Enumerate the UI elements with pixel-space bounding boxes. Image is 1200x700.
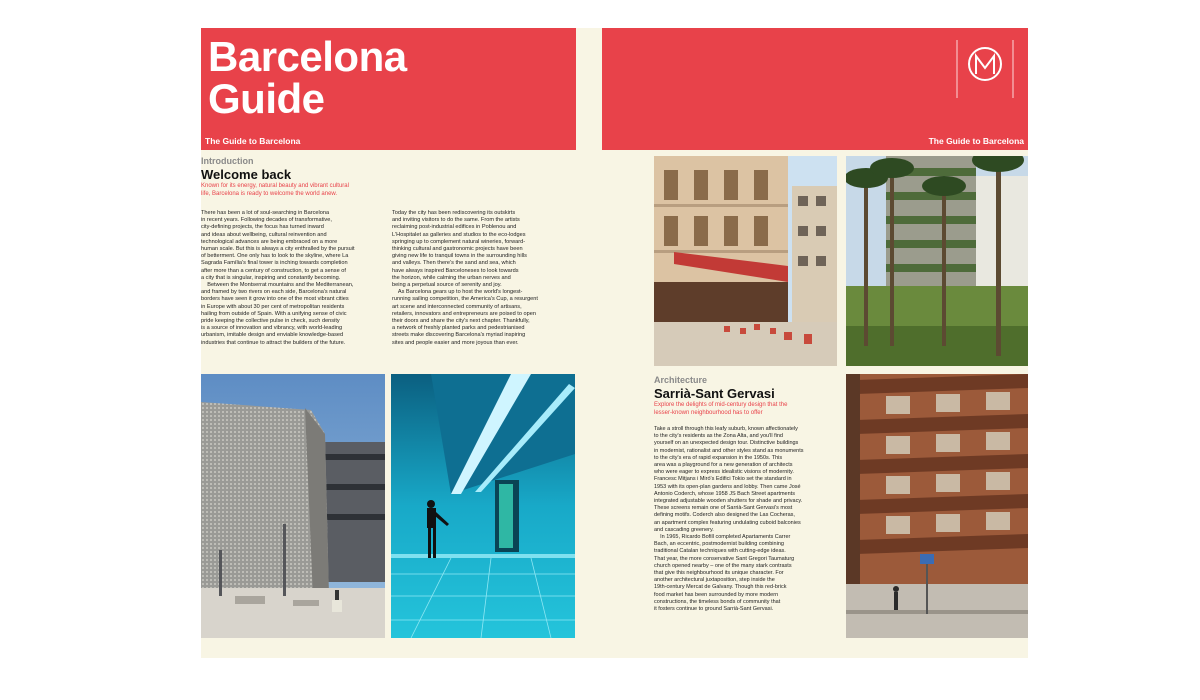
body-line: being a perpetual source of serenity and joy.	[392, 282, 502, 289]
body-line: it fosters continue to ground Sarrià-Sant Gervasi.	[654, 606, 774, 613]
body-line: to the city's residents as the Zona Alta, and you'll find	[654, 433, 783, 440]
body-line: art scene and interconnected community of artisans,	[392, 303, 522, 310]
body-line: L'Hospitalet as galleries and studios to the eco-lodges	[392, 231, 526, 238]
body-line: yourself on an unexpected design tour. Distinctive buildings	[654, 440, 799, 447]
photo-palm-garden	[846, 156, 1028, 366]
photo-cyan-tunnel	[391, 374, 575, 638]
body-line: Francesc Mitjans i Miró's Edifici Tokio set the standard in	[654, 476, 792, 483]
architecture-standfirst	[654, 401, 787, 417]
title-line-2: Guide	[208, 75, 325, 122]
body-line: 19th-century Mercat de Galvany. Though this red-brick	[654, 584, 787, 591]
body-line: There has been a lot of soul-searching in Barcelona	[201, 210, 330, 216]
header-banner-left	[201, 28, 576, 150]
architecture-standfirst-line: lesser-known neighbourhood has to offer	[654, 410, 763, 416]
title-line-1: Barcelona	[208, 33, 407, 80]
body-line: in modernist, rationalist and other styles stand as monuments	[654, 447, 804, 454]
body-line: Bach, an eccentric, postmodernist building combining	[654, 541, 784, 548]
body-line: and cascading greenery.	[654, 526, 714, 533]
body-line: that give this neighbourhood its unique character. For	[654, 570, 784, 577]
body-line: and valleys. Then there's the sand and sea, which	[392, 260, 516, 267]
body-line: an apartment complex featuring undulating cuboid balconies	[654, 519, 801, 526]
body-line: Antonio Coderch, whose 1958 JS Bach Street apartments	[654, 490, 795, 497]
body-line: defining motifs. Coderch also designed the Las Cocheras,	[654, 512, 795, 519]
running-head-left: The Guide to Barcelona	[205, 136, 301, 146]
body-line: Sagrada Família's final tower is inching towards completion	[201, 260, 348, 267]
body-line: urbanism, imitable design and enviable knowledge-based	[201, 332, 344, 339]
body-line: In 1965, Ricardo Bofill completed Apartaments Carrer	[654, 534, 791, 541]
body-line: and ideas about wellbeing, cultural reinvention and	[201, 231, 327, 238]
body-line: a city that is singular, inspiring and constantly becoming.	[201, 274, 341, 281]
intro-standfirst	[201, 182, 349, 198]
body-line: 1953 with its open-plan gardens and lobby. Then came José	[654, 483, 801, 490]
running-head-right: The Guide to Barcelona	[928, 136, 1024, 146]
body-line: giving new life to tranquil towns in the surrounding hills	[392, 253, 527, 260]
body-line: pride keeping the collective pulse in check, such density	[201, 318, 340, 325]
body-line: sites and people easier and more joyous than ever.	[392, 339, 519, 346]
magazine-spread	[201, 28, 1028, 658]
body-line: thinking cultural and gastronomic projects have been	[392, 246, 523, 253]
body-line: have always inspired Barceloneses to look towards	[392, 267, 519, 274]
body-line: That year, the more conservative Sant Gregori Taumaturg	[654, 555, 795, 562]
body-line: reclaiming post-industrial edifices in Poblenou and	[392, 224, 517, 231]
body-line: These screens remain one of Sarrià-Sant Gervasi's most	[654, 505, 793, 512]
body-line: and inviting visitors to do the same. From the artists	[392, 217, 520, 224]
body-line: springing up to complement natural wineries, forward-	[392, 238, 526, 245]
body-line: area was a playground for a new generation of architects	[654, 462, 793, 469]
body-line: their doors and share the city's next chapter. Thankfully,	[392, 318, 530, 325]
body-line: Take a stroll through this leafy suburb, known affectionately	[654, 426, 798, 432]
intro-headline: Welcome back	[201, 167, 292, 182]
body-line: is a source of innovation and vibrancy, with world-leading	[201, 325, 343, 332]
body-line: church opened nearby – one of the many stark contrasts	[654, 562, 792, 569]
body-line: a network of freshly planted parks and pedestrianised	[392, 325, 525, 332]
photo-cafe-street	[654, 156, 837, 366]
body-line: city-defining projects, the focus has turned inward	[201, 224, 324, 231]
architecture-standfirst-line: Explore the delights of mid-century design that the	[654, 402, 788, 408]
intro-standfirst-line: life, Barcelona is ready to welcome the world anew.	[201, 191, 338, 197]
architecture-headline: Sarrià-Sant Gervasi	[654, 386, 775, 401]
body-line: of betterment. One only has to look to the skyline, where La	[201, 253, 349, 260]
body-line: retailers, innovators and entrepreneurs are poised to open	[392, 310, 536, 317]
body-line: As Barcelona gears up to host the world's longest-	[392, 289, 523, 296]
intro-kicker: Introduction	[201, 156, 254, 166]
body-line: hailing from outside of Spain. With a unifying sense of civic	[201, 310, 347, 317]
intro-body-column-2	[392, 210, 578, 347]
body-line: industries that continue to attract the builders of the future.	[201, 339, 346, 346]
body-line: in Europe with about 30 per cent of metropolitan residents	[201, 303, 345, 310]
body-line: in recent years. Following decades of transformative,	[201, 217, 332, 224]
body-line: Between the Montserrat mountains and the Mediterranean,	[201, 282, 354, 289]
body-line: streets make discovering Barcelona's myriad inspiring	[392, 332, 526, 339]
intro-body-column-1	[201, 210, 388, 347]
page-title	[208, 33, 407, 122]
body-line: constructions, the timeless bonds of community that	[654, 598, 781, 605]
body-line: the horizon, while calming the urban nerves and	[392, 274, 511, 281]
body-line: traditional Catalan techniques with cutting-edge ideas.	[654, 548, 786, 555]
body-line: food market has been surrounded by more modern	[654, 591, 779, 598]
body-line: borders have seen it grow into one of the most vibrant cities	[201, 296, 349, 303]
body-line: and framed by two rivers on each side, Barcelona's natural	[201, 289, 347, 296]
body-line: to the city's era of rapid expansion in the 1950s. This	[654, 454, 783, 461]
body-line: integrated adjustable wooden shutters for shade and privacy.	[654, 498, 803, 505]
photo-brick-building	[846, 374, 1028, 638]
architecture-body	[654, 426, 839, 613]
body-line: Today the city has been rediscovering its outskirts	[392, 210, 516, 216]
body-line: another architectural juxtaposition, step inside the	[654, 577, 775, 584]
body-line: after more than a century of construction, to get a sense of	[201, 267, 346, 274]
photo-perforated-building	[201, 374, 385, 638]
body-line: running sailing competition, the America's Cup, a resurgent	[392, 296, 538, 303]
body-line: human scale. But this is always a city enthralled by the pursuit	[201, 246, 355, 253]
body-line: who were eager to express idealistic visions of modernity.	[654, 469, 794, 476]
body-line: technological advances are being embraced on a more	[201, 238, 338, 245]
intro-standfirst-line: Known for its energy, natural beauty and vibrant cultural	[201, 183, 349, 189]
monocle-logo-icon	[956, 36, 1014, 102]
architecture-kicker: Architecture	[654, 375, 708, 385]
